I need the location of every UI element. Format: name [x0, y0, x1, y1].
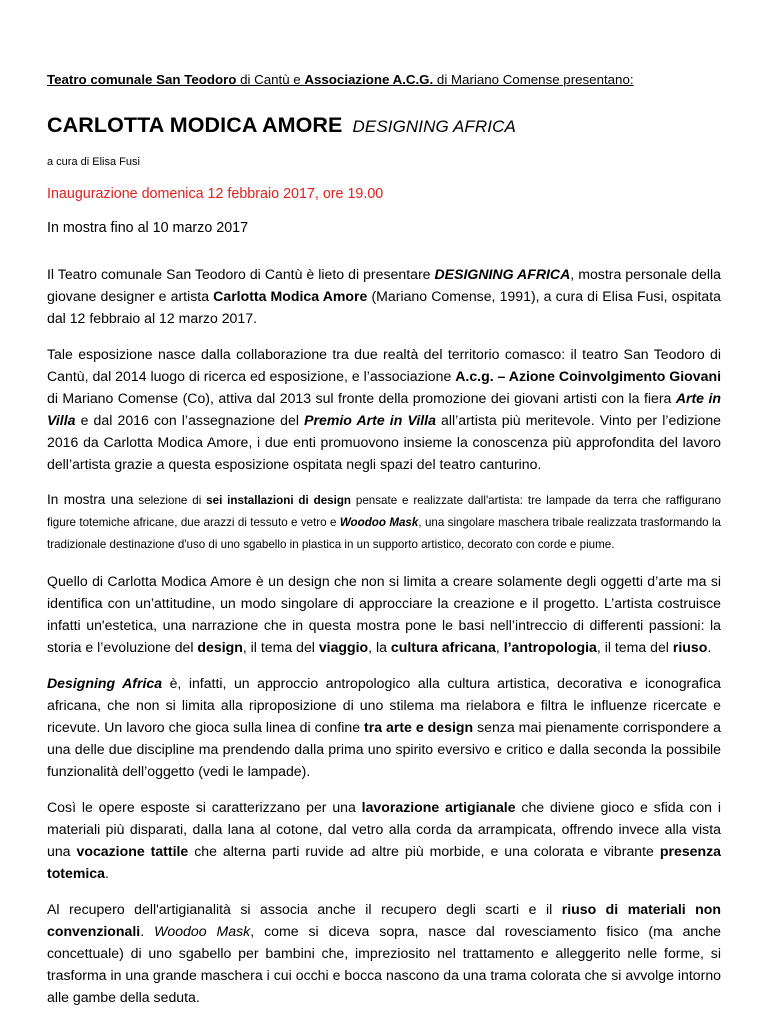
presenters-line: Teatro comunale San Teodoro di Cantù e Associazione A.C.G. di Mariano Comense presentano: [47, 72, 634, 87]
paragraph-7: Al recupero dell'artigianalità si associa anche il recupero degli scarti e il riuso di materiali non convenzionali. Woodoo Mask, come si diceva sopra, nasce dal rovesciamento fisico (ma anche concettuale) di uno sgabello per bambini che, impreziosito nel trattamento e alleggerito nelle forme, si trasforma in una grande maschera i cui occhi e bocca nascono da una trama colorata che si avvolge intorno alle gambe della seduta. [47, 901, 722, 1005]
page-title [47, 113, 721, 138]
exhibition-title: DESIGNING AFRICA [352, 117, 516, 136]
inauguration-line: Inaugurazione domenica 12 febbraio 2017, ore 19.00 [47, 186, 384, 202]
paragraph-5: Designing Africa è, infatti, un approccio antropologico alla cultura artistica, decorativa e iconografica africana, che non si limita alla riproposizione di uno stilema ma rielabora e filtra le influenze ricercate e ricevute. Un lavoro che gioca sulla linea di confine tra arte e design senza mai pienamente corrispondere a una delle due discipline ma prendendo dalla prima uno spirito eversivo e critico e dalla seconda la possibile funzionalità dell’oggetto (vedi le lampade). [47, 675, 721, 779]
until-line: In mostra fino al 10 marzo 2017 [47, 220, 249, 236]
paragraph-3: In mostra una selezione di sei installazioni di design pensate e realizzate dall'artista: tre lampade da terra che raffigurano figure totemiche africane, due arazzi di tessuto e vetro e Woodoo Mask, una singolare maschera tribale realizzata trasformando la tradizionale destinazione d'uso di uno sgabello in plastica in un supporto artistico, decorato con corde e piume. [47, 492, 721, 551]
body-text [47, 263, 721, 1022]
paragraph-6: Così le opere esposte si caratterizzano per una lavorazione artigianale che diviene gioco e sfida con i materiali più disparati, dalla lana al cotone, dal vetro alla corda da arrampicata, offrendo invece alla vista una vocazione tattile che alterna parti ruvide ad altre più morbide, e una colorata e vibrante presenza totemica. [47, 799, 721, 881]
paragraph-1: Il Teatro comunale San Teodoro di Cantù è lieto di presentare DESIGNING AFRICA, mostra personale della giovane designer e artista Carlotta Modica Amore (Mariano Comense, 1991), a cura di Elisa Fusi, ospitata dal 12 febbraio al 12 marzo 2017. [47, 266, 721, 326]
intro-block [47, 72, 721, 236]
paragraph-4: Quello di Carlotta Modica Amore è un design che non si limita a creare solamente degli oggetti d’arte ma si identifica con un’attitudine, un modo singolare di approcciare la creazione e il progetto. L’artista costruisce infatti un'estetica, una narrazione che in questa mostra pone le basi nell’intreccio di differenti passioni: la storia e l’evoluzione del design, il tema del viaggio, la cultura africana, l’antropologia, il tema del riuso. [47, 573, 721, 655]
artist-name: CARLOTTA MODICA AMORE [47, 113, 343, 137]
org-acg: Associazione A.C.G. [304, 72, 434, 87]
curator-line: a cura di Elisa Fusi [47, 156, 140, 168]
paragraph-2: Tale esposizione nasce dalla collaborazione tra due realtà del territorio comasco: il teatro San Teodoro di Cantù, dal 2014 luogo di ricerca ed esposizione, e l’associazione A.c.g. – Azione Coinvolgimento Giovani di Mariano Comense (Co), attiva dal 2013 sul fronte della promozione dei giovani artisti con la fiera Arte in Villa e dal 2016 con l’assegnazione del Premio Arte in Villa all’artista più meritevole. Vinto per l’edizione 2016 da Carlotta Modica Amore, i due enti promuovono insieme la conoscenza più approfondita del lavoro dell’artista grazie a questa esposizione ospitata negli spazi del teatro canturino. [47, 346, 722, 472]
org-teatro: Teatro comunale San Teodoro [47, 72, 237, 87]
